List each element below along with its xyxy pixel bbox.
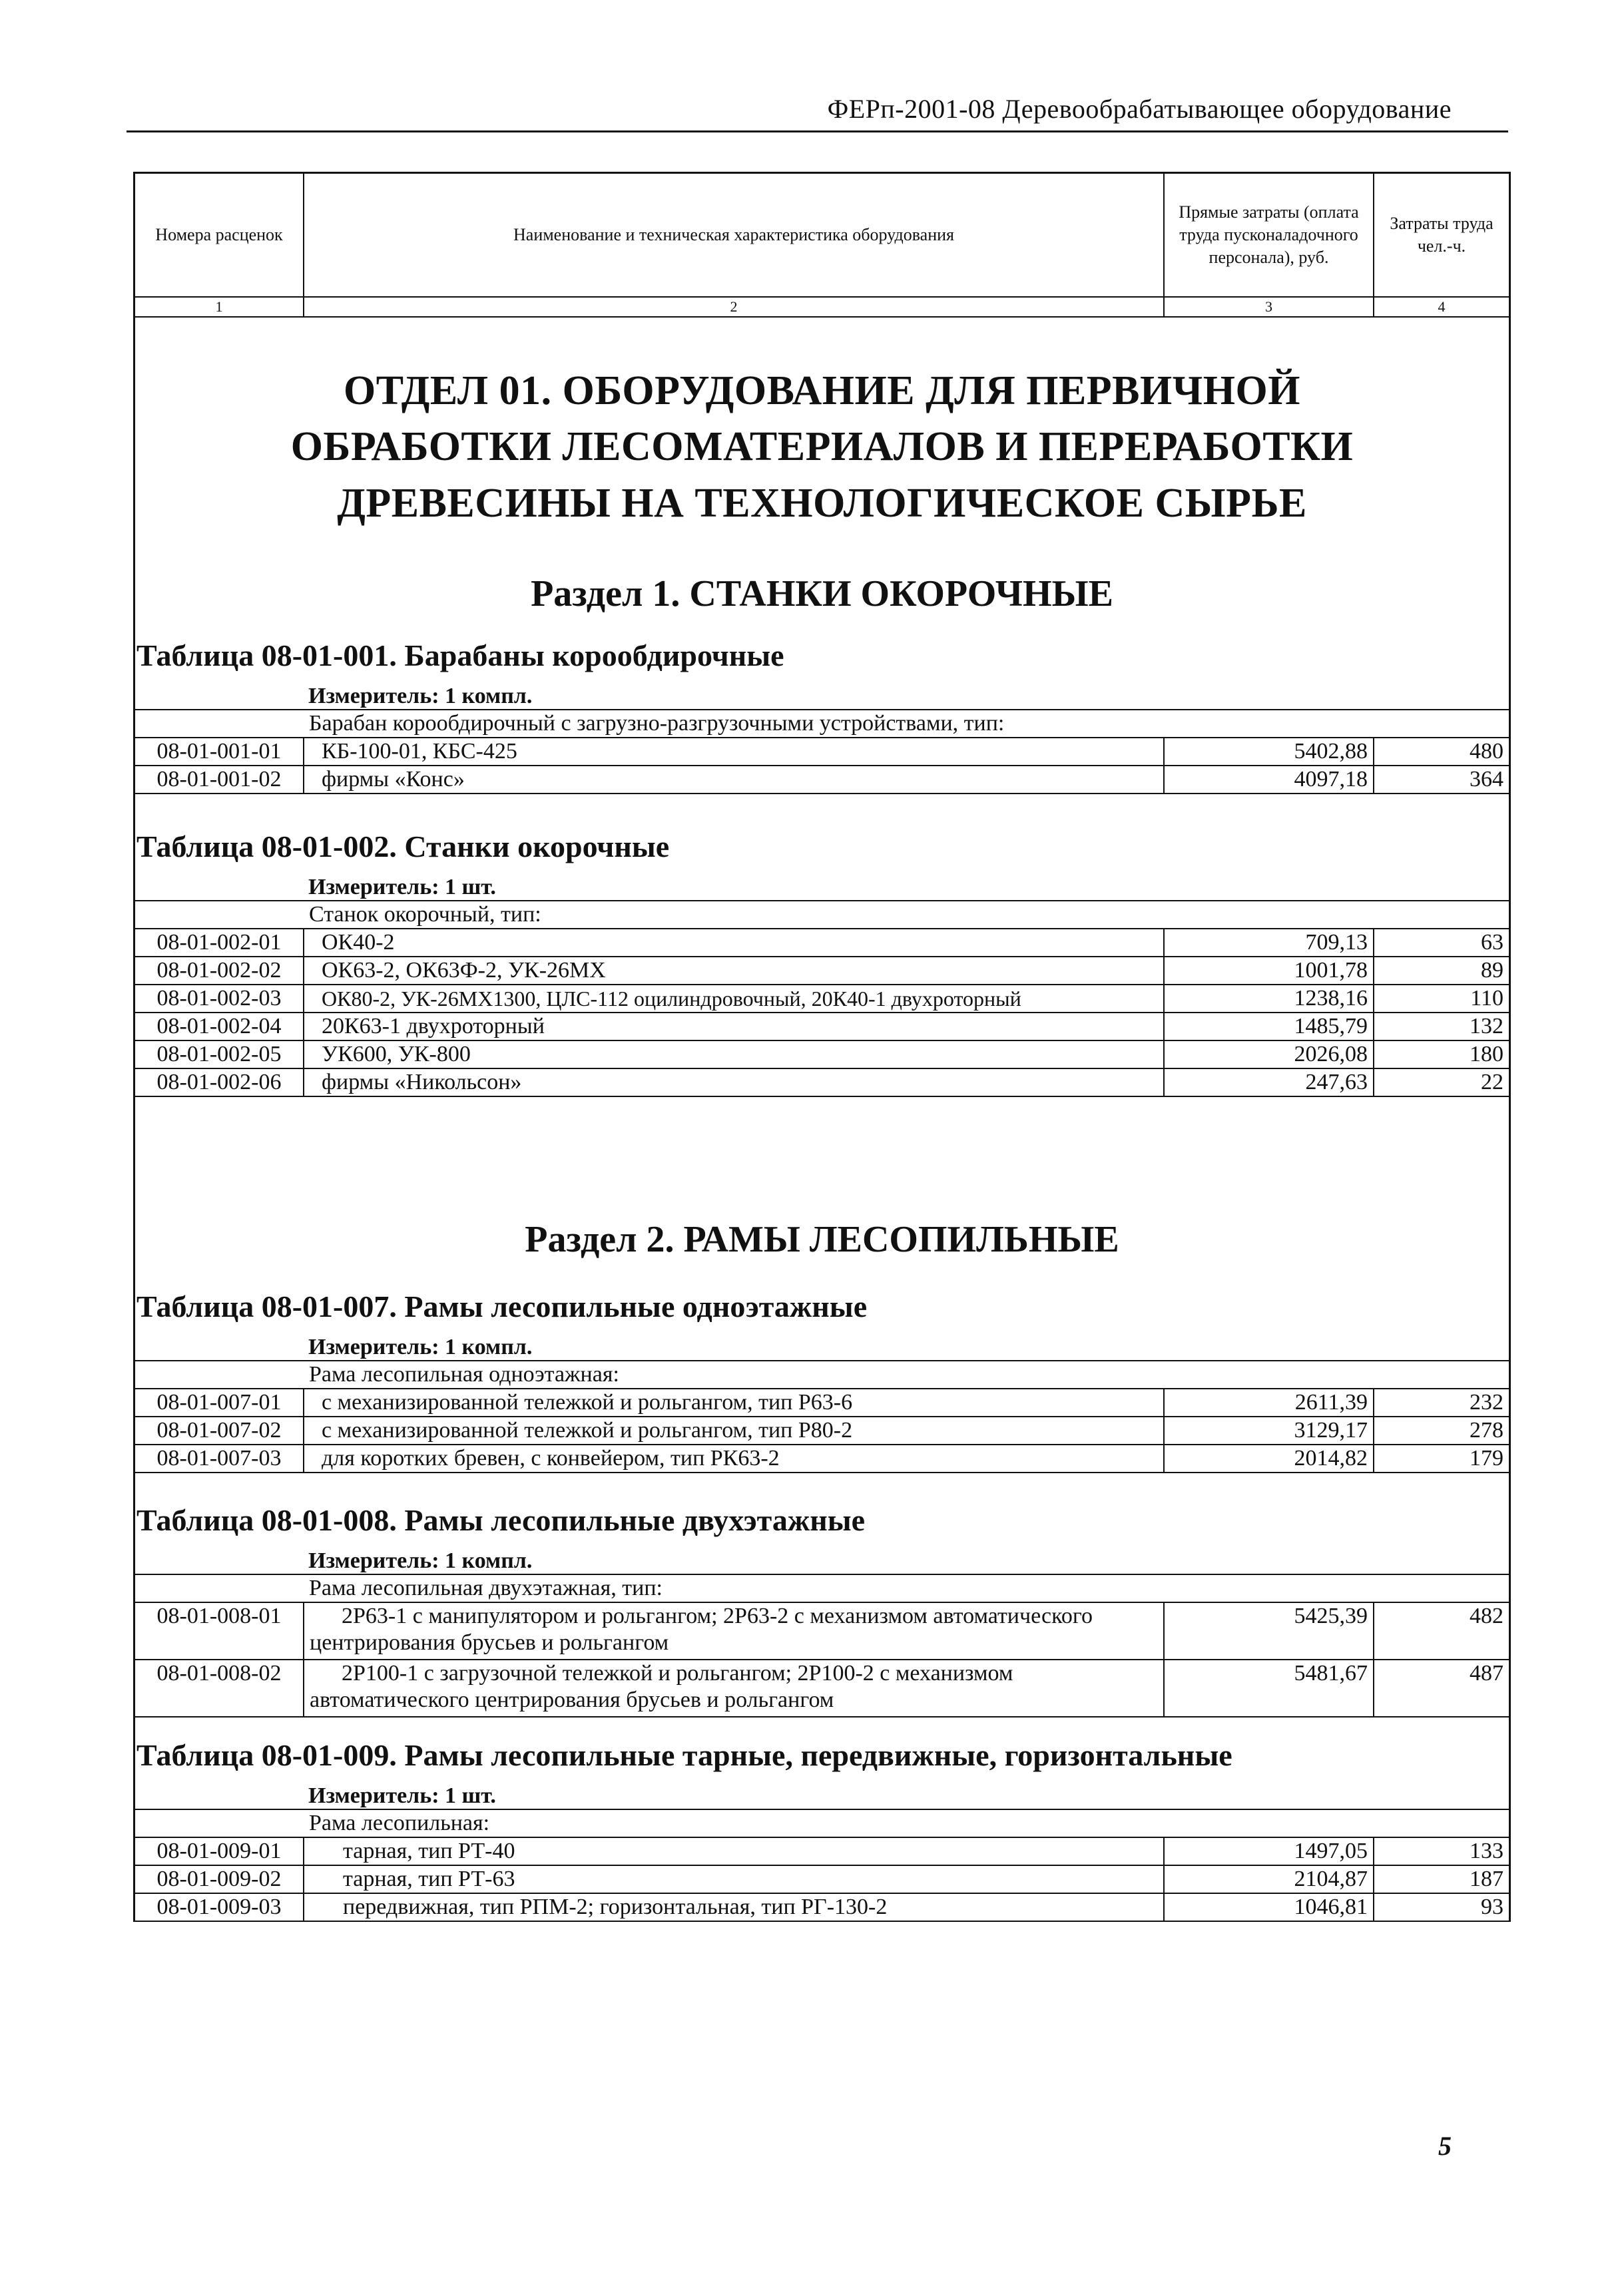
- rate-cost: 3129,17: [1164, 1417, 1374, 1445]
- rate-labor: 89: [1374, 957, 1509, 985]
- rate-cost: 4097,18: [1164, 766, 1374, 794]
- rate-name: 2Р63-1 с манипулятором и рольгангом; 2Р63-2 с механизмом автоматического центрирования брусьев и рольгангом: [304, 1602, 1164, 1660]
- rate-labor: 364: [1374, 766, 1509, 794]
- rate-labor: 133: [1374, 1837, 1509, 1865]
- table-row: [135, 1602, 1509, 1660]
- table-row: [135, 1893, 1509, 1921]
- col-number-4: 4: [1374, 297, 1509, 317]
- table-row: [135, 1068, 1509, 1096]
- table-row: [135, 1417, 1509, 1445]
- col-number-3: 3: [1164, 297, 1374, 317]
- rate-name: ОК40-2: [304, 929, 1164, 957]
- rate-labor: 22: [1374, 1068, 1509, 1096]
- table-title: Таблица 08-01-002. Станки окорочные: [136, 829, 670, 863]
- rate-name: тарная, тип РТ-63: [304, 1865, 1164, 1893]
- rate-table: [135, 709, 1509, 794]
- table-title: Таблица 08-01-007. Рамы лесопильные одноэтажные: [136, 1289, 868, 1323]
- rate-code: 08-01-002-01: [135, 929, 304, 957]
- col-header-cost: Прямые затраты (оплата труда пусконаладочного персонала), руб.: [1164, 174, 1374, 297]
- column-header-table: [135, 174, 1509, 318]
- rate-name: с механизированной тележкой и рольгангом, тип Р63-6: [304, 1389, 1164, 1417]
- rate-cost: 1046,81: [1164, 1893, 1374, 1921]
- col-header-labor: Затраты труда чел.-ч.: [1374, 174, 1509, 297]
- col-number-1: 1: [135, 297, 304, 317]
- rate-name: фирмы «Никольсон»: [304, 1068, 1164, 1096]
- rate-cost: 2026,08: [1164, 1040, 1374, 1068]
- table-row: [135, 766, 1509, 794]
- table-row: [135, 1660, 1509, 1717]
- rate-code: 08-01-007-02: [135, 1417, 304, 1445]
- rate-cost: 2611,39: [1164, 1389, 1374, 1417]
- rate-labor: 187: [1374, 1865, 1509, 1893]
- rate-name: фирмы «Конс»: [304, 766, 1164, 794]
- rate-cost: 1001,78: [1164, 957, 1374, 985]
- table-caption: Рама лесопильная одноэтажная:: [304, 1361, 1509, 1389]
- rate-name: передвижная, тип РПМ-2; горизонтальная, тип РГ-130-2: [304, 1893, 1164, 1921]
- rate-table: [135, 900, 1509, 1097]
- rate-labor: 232: [1374, 1389, 1509, 1417]
- rate-labor: 110: [1374, 985, 1509, 1013]
- unit-measure: Измеритель: 1 шт.: [308, 1783, 496, 1808]
- rate-cost: 5402,88: [1164, 738, 1374, 766]
- unit-measure: Измеритель: 1 компл.: [308, 683, 533, 708]
- rate-code: 08-01-002-02: [135, 957, 304, 985]
- rate-code: 08-01-007-03: [135, 1445, 304, 1473]
- rate-table: [135, 1360, 1509, 1473]
- rate-code: 08-01-008-01: [135, 1602, 304, 1660]
- rate-labor: 63: [1374, 929, 1509, 957]
- col-header-codes: Номера расценок: [135, 174, 304, 297]
- table-row: [135, 1013, 1509, 1040]
- rate-cost: 1497,05: [1164, 1837, 1374, 1865]
- section-title: Раздел 1. СТАНКИ ОКОРОЧНЫЕ: [531, 573, 1113, 614]
- table-row: [135, 738, 1509, 766]
- rate-name: с механизированной тележкой и рольгангом, тип Р80-2: [304, 1417, 1164, 1445]
- rate-cost: 1238,16: [1164, 985, 1374, 1013]
- rate-name: УК600, УК-800: [304, 1040, 1164, 1068]
- rate-labor: 482: [1374, 1602, 1509, 1660]
- rate-labor: 278: [1374, 1417, 1509, 1445]
- rate-code: 08-01-009-03: [135, 1893, 304, 1921]
- document-frame: [133, 172, 1511, 1922]
- rate-cost: 5481,67: [1164, 1660, 1374, 1717]
- rate-name: тарная, тип РТ-40: [304, 1837, 1164, 1865]
- rate-table: [135, 1574, 1509, 1718]
- rate-code: 08-01-002-03: [135, 985, 304, 1013]
- table-title: Таблица 08-01-008. Рамы лесопильные двухэтажные: [136, 1502, 866, 1537]
- rate-cost: 2014,82: [1164, 1445, 1374, 1473]
- rate-code: 08-01-001-02: [135, 766, 304, 794]
- rate-table: [135, 1809, 1509, 1922]
- rate-code: 08-01-008-02: [135, 1660, 304, 1717]
- rate-code: 08-01-002-05: [135, 1040, 304, 1068]
- rate-labor: 487: [1374, 1660, 1509, 1717]
- rate-labor: 93: [1374, 1893, 1509, 1921]
- rate-cost: 247,63: [1164, 1068, 1374, 1096]
- rate-code: 08-01-007-01: [135, 1389, 304, 1417]
- rate-name: для коротких бревен, с конвейером, тип РК63-2: [304, 1445, 1164, 1473]
- rate-cost: 1485,79: [1164, 1013, 1374, 1040]
- table-row: [135, 1040, 1509, 1068]
- table-caption: Станок окорочный, тип:: [304, 901, 1509, 929]
- table-caption: Рама лесопильная двухэтажная, тип:: [304, 1574, 1509, 1602]
- rate-labor: 179: [1374, 1445, 1509, 1473]
- rate-name: 20К63-1 двухроторный: [304, 1013, 1164, 1040]
- running-header: ФЕРп-2001-08 Деревообрабатывающее оборудование: [827, 94, 1452, 124]
- unit-measure: Измеритель: 1 шт.: [308, 874, 496, 899]
- rate-cost: 709,13: [1164, 929, 1374, 957]
- rate-code: 08-01-002-04: [135, 1013, 304, 1040]
- table-row: [135, 1445, 1509, 1473]
- section-title: Раздел 2. РАМЫ ЛЕСОПИЛЬНЫЕ: [525, 1218, 1119, 1260]
- rate-name: 2Р100-1 с загрузочной тележкой и рольгангом; 2Р100-2 с механизмом автоматического центрирования брусьев и рольгангом: [304, 1660, 1164, 1717]
- rate-labor: 480: [1374, 738, 1509, 766]
- rate-code: 08-01-001-01: [135, 738, 304, 766]
- table-row: [135, 1389, 1509, 1417]
- rate-labor: 180: [1374, 1040, 1509, 1068]
- table-row: [135, 1865, 1509, 1893]
- table-caption: Рама лесопильная:: [304, 1809, 1509, 1837]
- table-row: [135, 929, 1509, 957]
- unit-measure: Измеритель: 1 компл.: [308, 1548, 533, 1573]
- rate-code: 08-01-009-02: [135, 1865, 304, 1893]
- rate-code: 08-01-009-01: [135, 1837, 304, 1865]
- unit-measure: Измеритель: 1 компл.: [308, 1334, 533, 1359]
- rate-cost: 2104,87: [1164, 1865, 1374, 1893]
- table-title: Таблица 08-01-001. Барабаны корообдирочные: [136, 638, 784, 672]
- table-row: [135, 1837, 1509, 1865]
- table-caption: Барабан корообдирочный с загрузно-разгрузочными устройствами, тип:: [304, 710, 1509, 738]
- col-number-2: 2: [304, 297, 1164, 317]
- rate-cost: 5425,39: [1164, 1602, 1374, 1660]
- rate-labor: 132: [1374, 1013, 1509, 1040]
- department-title: ОТДЕЛ 01. ОБОРУДОВАНИЕ ДЛЯ ПЕРВИЧНОЙ ОБРАБОТКИ ЛЕСОМАТЕРИАЛОВ И ПЕРЕРАБОТКИ ДРЕВЕСИНЫ НА ТЕХНОЛОГИЧЕСКОЕ СЫРЬЕ: [290, 368, 1354, 526]
- rate-name: ОК80-2, УК-26МХ1300, ЦЛС-112 оцилиндровочный, 20К40-1 двухроторный: [304, 985, 1164, 1013]
- rate-name: КБ-100-01, КБС-425: [304, 738, 1164, 766]
- table-row: [135, 985, 1509, 1013]
- page-number: 5: [1438, 2131, 1452, 2161]
- col-header-name: Наименование и техническая характеристика оборудования: [304, 174, 1164, 297]
- table-title: Таблица 08-01-009. Рамы лесопильные тарные, передвижные, горизонтальные: [136, 1737, 1232, 1772]
- rate-name: ОК63-2, ОК63Ф-2, УК-26МХ: [304, 957, 1164, 985]
- rate-code: 08-01-002-06: [135, 1068, 304, 1096]
- table-row: [135, 957, 1509, 985]
- header-rule: [127, 130, 1508, 132]
